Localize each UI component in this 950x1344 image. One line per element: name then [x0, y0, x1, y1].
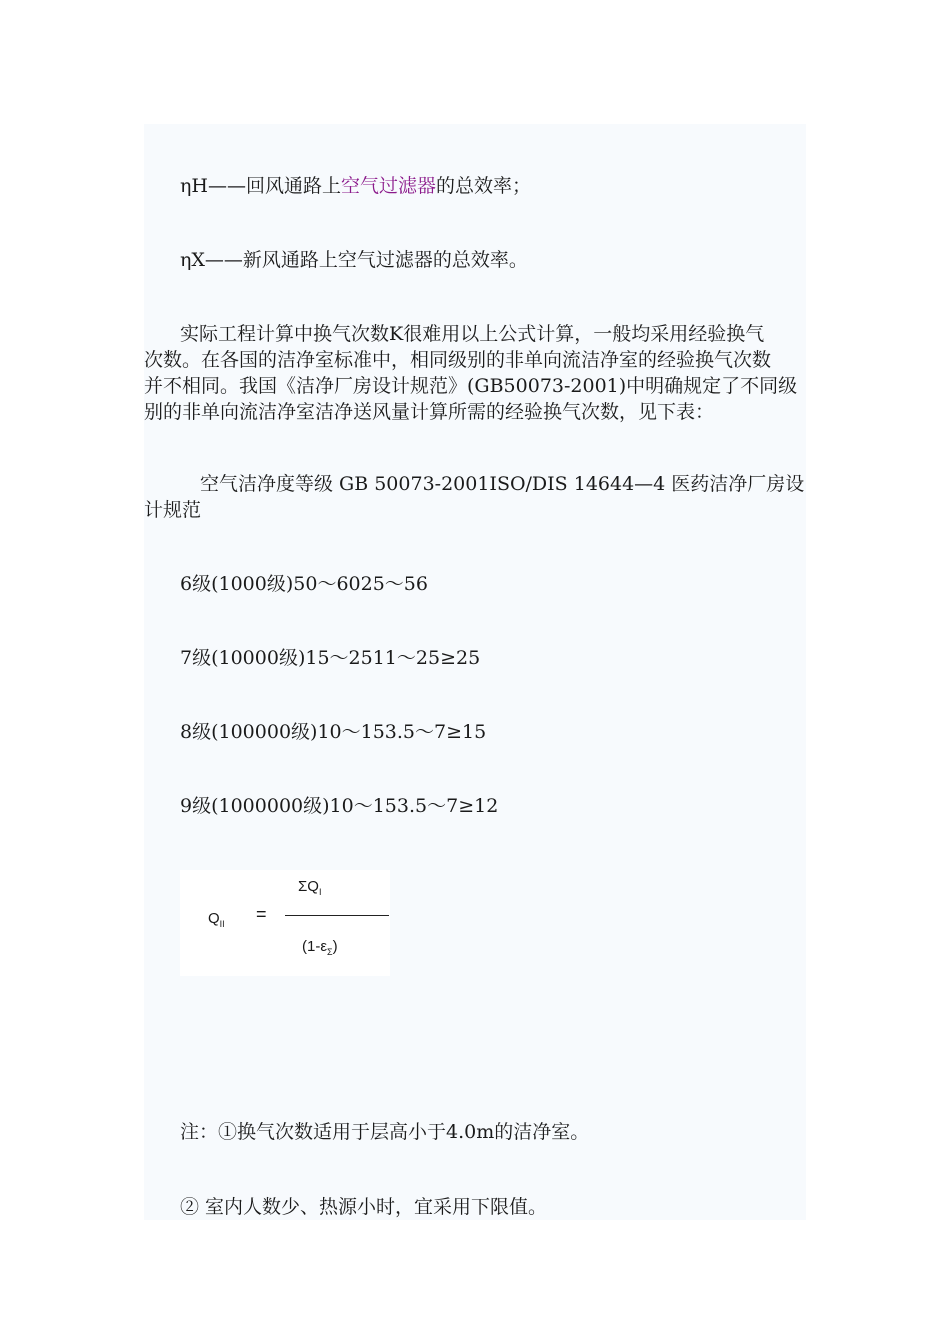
formula-denominator: $(1-\varepsilon_\Sigma)$	[302, 938, 338, 957]
table-row: 9级(1000000级)10～153.5～7≥12	[180, 795, 499, 817]
table-row: 8级(100000级)10～153.5～7≥15	[180, 721, 487, 743]
formula-numerator: $\Sigma Q_I$	[298, 878, 322, 897]
eta-h-prefix: ηH——回风通路上	[180, 175, 341, 197]
formula-fraction-bar	[285, 915, 389, 916]
content-panel	[144, 124, 806, 1220]
note-1: 注：①换气次数适用于层高小于4.0m的洁净室。	[180, 1121, 590, 1143]
paragraph-line-1: 实际工程计算中换气次数K很难用以上公式计算，一般均采用经验换气	[180, 323, 765, 345]
note-2: ② 室内人数少、热源小时，宜采用下限值。	[180, 1196, 548, 1218]
eta-h-line	[180, 174, 531, 198]
air-filter-link[interactable]: 空气过滤器	[340, 175, 436, 197]
formula-equals: =	[256, 904, 267, 924]
paragraph-line-2: 次数。在各国的洁净室标准中，相同级别的非单向流洁净室的经验换气次数	[144, 349, 772, 371]
table-row: 7级(10000级)15～2511～25≥25	[180, 647, 481, 669]
eta-x-line: ηX——新风通路上空气过滤器的总效率。	[180, 249, 528, 271]
table-header-line-2: 计规范	[144, 499, 202, 521]
table-row: 6级(1000级)50～6025～56	[180, 573, 428, 595]
paragraph-line-4: 别的非单向流洁净室洁净送风量计算所需的经验换气次数，见下表：	[144, 401, 715, 423]
formula-lhs: $Q_{II}$	[208, 910, 225, 929]
table-header-line-1: 空气洁净度等级 GB 50073-2001ISO/DIS 14644—4 医药洁净厂房设	[200, 473, 805, 495]
eta-h-suffix: 的总效率；	[435, 175, 531, 197]
airflow-formula	[180, 870, 390, 976]
paragraph-line-3: 并不相同。我国《洁净厂房设计规范》(GB50073-2001)中明确规定了不同级	[144, 375, 798, 397]
